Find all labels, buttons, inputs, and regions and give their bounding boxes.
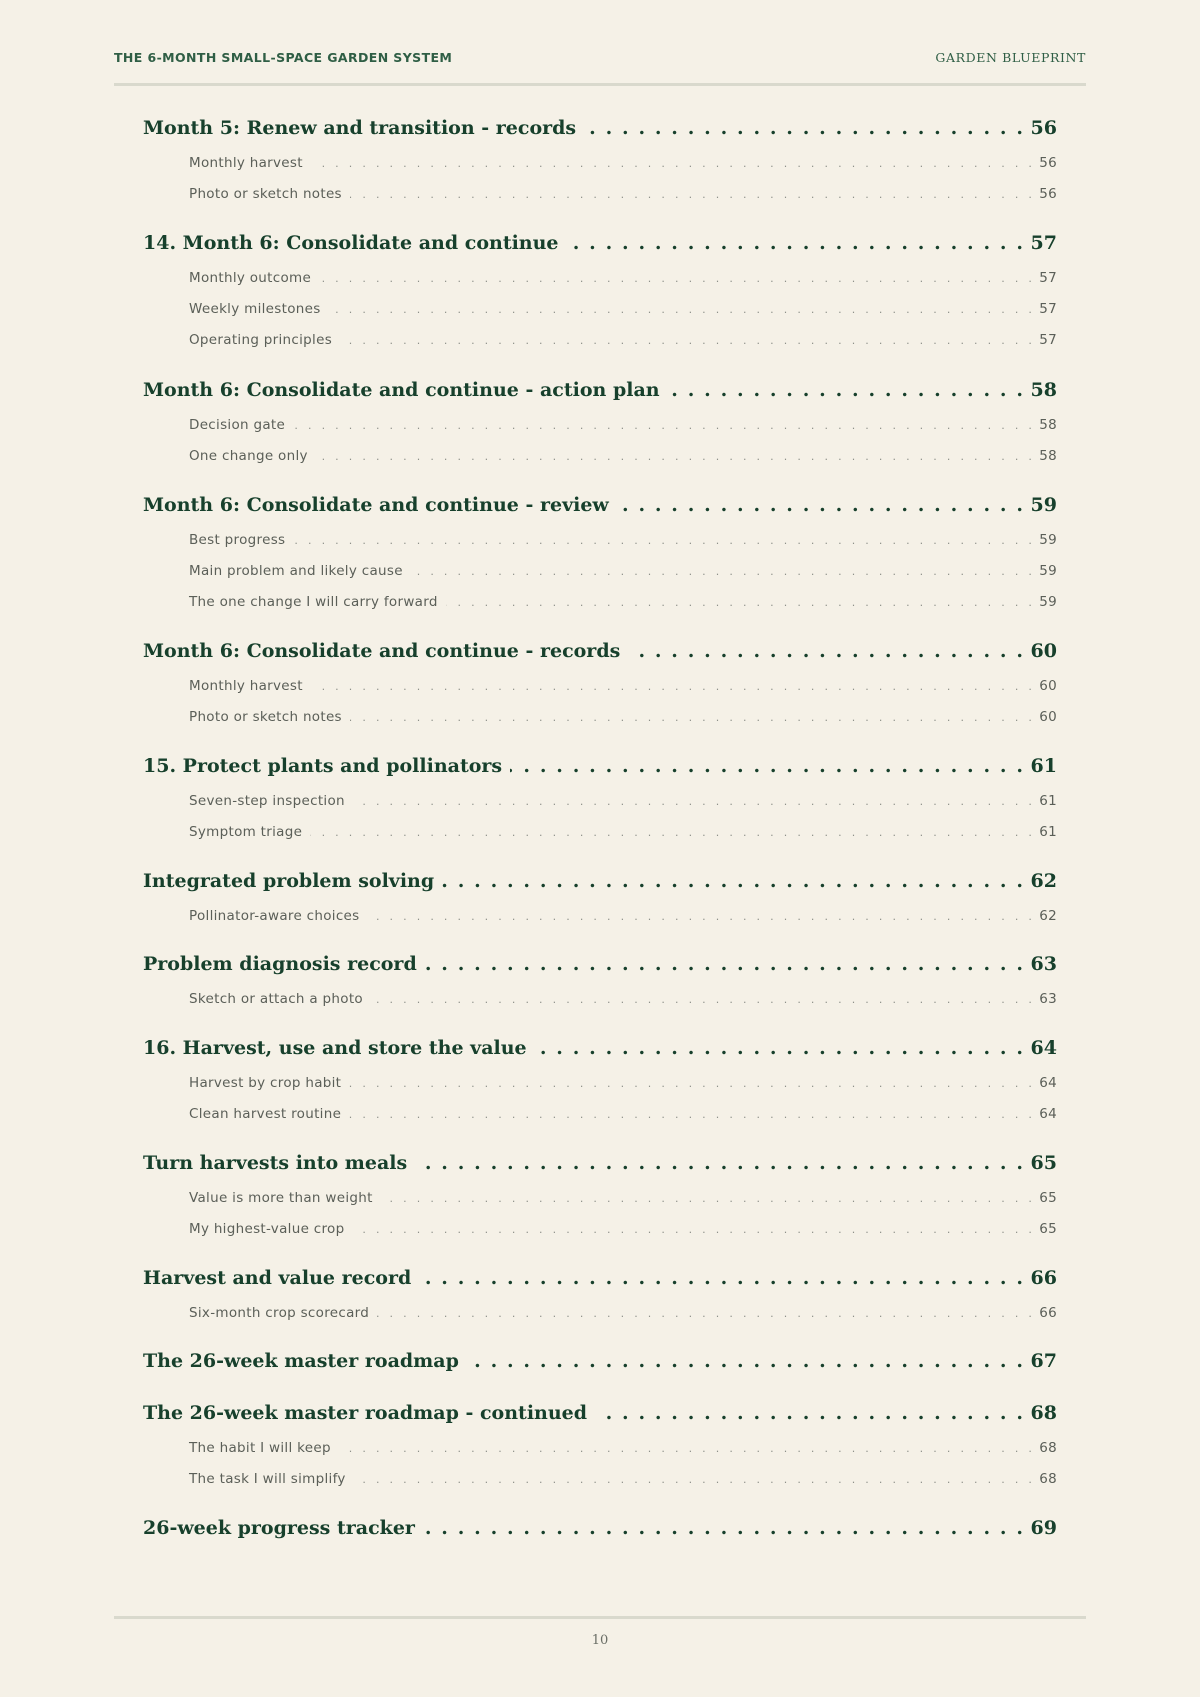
toc-entry-page: 57 bbox=[1039, 332, 1057, 348]
toc-entry-page: 58 bbox=[1039, 417, 1057, 433]
toc-subentry[interactable] bbox=[189, 1189, 1057, 1207]
toc-entry-title: Photo or sketch notes bbox=[189, 709, 342, 725]
page-number: 10 bbox=[591, 1633, 609, 1648]
toc-subentry[interactable] bbox=[189, 1304, 1057, 1322]
toc-subentry[interactable] bbox=[189, 1470, 1057, 1488]
dot-leader bbox=[567, 231, 1025, 255]
toc-entry-title: The task I will simplify bbox=[189, 1471, 346, 1487]
toc-entry-page: 59 bbox=[1039, 594, 1057, 610]
toc-entry-title: 15. Protect plants and pollinators bbox=[143, 755, 503, 777]
toc-entry-title: Decision gate bbox=[189, 417, 286, 433]
toc-subentry[interactable] bbox=[189, 593, 1057, 611]
toc-entry-page: 59 bbox=[1030, 494, 1057, 516]
toc-subentry[interactable] bbox=[189, 1074, 1057, 1092]
dot-leader bbox=[446, 594, 1035, 612]
toc-subentry[interactable] bbox=[189, 185, 1057, 203]
section-label: GARDEN BLUEPRINT bbox=[935, 50, 1086, 65]
toc-entry-page: 57 bbox=[1039, 301, 1057, 317]
dot-leader bbox=[310, 824, 1035, 842]
dot-leader bbox=[584, 116, 1024, 140]
dot-leader bbox=[467, 1349, 1025, 1373]
toc-subentry[interactable] bbox=[189, 562, 1057, 580]
toc-entry-page: 68 bbox=[1039, 1440, 1057, 1456]
dot-leader bbox=[340, 332, 1035, 350]
toc-entry-title: Weekly milestones bbox=[189, 301, 321, 317]
table-of-contents bbox=[143, 0, 1057, 1697]
toc-entry-page: 59 bbox=[1039, 563, 1057, 579]
toc-entry-title: Sketch or attach a photo bbox=[189, 991, 363, 1007]
toc-entry-page: 66 bbox=[1039, 1305, 1057, 1321]
dot-leader bbox=[350, 709, 1035, 727]
toc-heading-entry[interactable] bbox=[143, 1349, 1057, 1373]
toc-entry-page: 63 bbox=[1039, 991, 1057, 1007]
toc-heading-entry[interactable] bbox=[143, 1036, 1057, 1060]
toc-entry-title: Best progress bbox=[189, 532, 286, 548]
dot-leader bbox=[368, 908, 1036, 926]
toc-heading-entry[interactable] bbox=[143, 1151, 1057, 1175]
toc-subentry[interactable] bbox=[189, 531, 1057, 549]
toc-subentry[interactable] bbox=[189, 1439, 1057, 1457]
dot-leader bbox=[628, 639, 1024, 663]
toc-subentry[interactable] bbox=[189, 823, 1057, 841]
toc-entry-title: Month 6: Consolidate and continue - review bbox=[143, 494, 609, 516]
toc-entry-title: The 26-week master roadmap - continued bbox=[143, 1402, 588, 1424]
toc-entry-title: Monthly harvest bbox=[189, 155, 303, 171]
dot-leader bbox=[319, 270, 1035, 288]
toc-entry-title: Symptom triage bbox=[189, 824, 303, 840]
toc-subentry[interactable] bbox=[189, 708, 1057, 726]
dot-leader bbox=[377, 1305, 1035, 1323]
toc-entry-page: 61 bbox=[1039, 824, 1057, 840]
toc-subentry[interactable] bbox=[189, 990, 1057, 1008]
toc-entry-title: Main problem and likely cause bbox=[189, 563, 403, 579]
dot-leader bbox=[419, 1266, 1024, 1290]
toc-entry-page: 62 bbox=[1030, 870, 1057, 892]
toc-subentry[interactable] bbox=[189, 300, 1057, 318]
toc-entry-title: 26-week progress tracker bbox=[143, 1517, 415, 1539]
toc-entry-title: One change only bbox=[189, 448, 308, 464]
dot-leader bbox=[352, 1221, 1035, 1239]
toc-subentry[interactable] bbox=[189, 447, 1057, 465]
dot-leader bbox=[371, 991, 1035, 1009]
toc-entry-title: Harvest and value record bbox=[143, 1267, 412, 1289]
dot-leader bbox=[329, 301, 1036, 319]
toc-entry-page: 65 bbox=[1039, 1190, 1057, 1206]
toc-entry-page: 65 bbox=[1039, 1221, 1057, 1237]
toc-subentry[interactable] bbox=[189, 792, 1057, 810]
toc-entry-page: 59 bbox=[1039, 532, 1057, 548]
toc-heading-entry[interactable] bbox=[143, 754, 1057, 778]
toc-entry-title: Month 5: Renew and transition - records bbox=[143, 117, 577, 139]
toc-subentry[interactable] bbox=[189, 416, 1057, 434]
toc-entry-title: Harvest by crop habit bbox=[189, 1075, 342, 1091]
toc-heading-entry[interactable] bbox=[143, 1401, 1057, 1425]
toc-entry-title: Month 6: Consolidate and continue - records bbox=[143, 640, 621, 662]
footer-rule bbox=[114, 1616, 1086, 1619]
dot-leader bbox=[349, 1075, 1035, 1093]
dot-leader bbox=[316, 448, 1035, 466]
toc-entry-page: 62 bbox=[1039, 908, 1057, 924]
toc-entry-page: 66 bbox=[1030, 1267, 1057, 1289]
dot-leader bbox=[339, 1440, 1035, 1458]
toc-subentry[interactable] bbox=[189, 907, 1057, 925]
toc-entry-page: 60 bbox=[1030, 640, 1057, 662]
toc-subentry[interactable] bbox=[189, 677, 1057, 695]
toc-entry-page: 68 bbox=[1030, 1402, 1057, 1424]
toc-entry-title: Month 6: Consolidate and continue - action plan bbox=[143, 379, 660, 401]
toc-heading-entry[interactable] bbox=[143, 231, 1057, 255]
toc-entry-page: 57 bbox=[1039, 270, 1057, 286]
dot-leader bbox=[668, 378, 1025, 402]
toc-subentry[interactable] bbox=[189, 331, 1057, 349]
toc-entry-page: 64 bbox=[1039, 1106, 1057, 1122]
toc-entry-title: 16. Harvest, use and store the value bbox=[143, 1037, 527, 1059]
toc-entry-page: 56 bbox=[1039, 155, 1057, 171]
toc-entry-title: Six-month crop scorecard bbox=[189, 1305, 370, 1321]
toc-entry-title: The one change I will carry forward bbox=[189, 594, 438, 610]
dot-leader bbox=[311, 155, 1035, 173]
dot-leader bbox=[510, 754, 1024, 778]
toc-entry-page: 67 bbox=[1030, 1350, 1057, 1372]
dot-leader bbox=[425, 952, 1025, 976]
dot-leader bbox=[349, 1106, 1035, 1124]
toc-heading-entry[interactable] bbox=[143, 1266, 1057, 1290]
dot-leader bbox=[423, 1516, 1025, 1540]
toc-entry-title: Monthly harvest bbox=[189, 678, 303, 694]
toc-heading-entry[interactable] bbox=[143, 116, 1057, 140]
toc-entry-page: 63 bbox=[1030, 953, 1057, 975]
toc-entry-title: Photo or sketch notes bbox=[189, 186, 342, 202]
dot-leader bbox=[354, 1471, 1036, 1489]
toc-entry-title: Turn harvests into meals bbox=[143, 1152, 408, 1174]
dot-leader bbox=[353, 793, 1035, 811]
toc-subentry[interactable] bbox=[189, 154, 1057, 172]
toc-entry-title: Seven-step inspection bbox=[189, 793, 345, 809]
toc-subentry[interactable] bbox=[189, 1220, 1057, 1238]
dot-leader bbox=[442, 869, 1024, 893]
dot-leader bbox=[381, 1190, 1036, 1208]
toc-entry-title: Integrated problem solving bbox=[143, 870, 435, 892]
dot-leader bbox=[293, 417, 1035, 435]
toc-entry-title: My highest-value crop bbox=[189, 1221, 345, 1237]
toc-heading-entry[interactable] bbox=[143, 952, 1057, 976]
toc-entry-title: The 26-week master roadmap bbox=[143, 1350, 459, 1372]
toc-entry-title: Pollinator-aware choices bbox=[189, 908, 360, 924]
toc-entry-page: 69 bbox=[1030, 1517, 1057, 1539]
dot-leader bbox=[595, 1401, 1025, 1425]
toc-subentry[interactable] bbox=[189, 1105, 1057, 1123]
toc-entry-page: 68 bbox=[1039, 1471, 1057, 1487]
toc-entry-page: 60 bbox=[1039, 678, 1057, 694]
toc-entry-title: Value is more than weight bbox=[189, 1190, 373, 1206]
toc-entry-title: Clean harvest routine bbox=[189, 1106, 342, 1122]
toc-entry-page: 58 bbox=[1030, 379, 1057, 401]
toc-entry-page: 61 bbox=[1039, 793, 1057, 809]
toc-entry-title: 14. Month 6: Consolidate and continue bbox=[143, 232, 559, 254]
toc-entry-page: 60 bbox=[1039, 709, 1057, 725]
dot-leader bbox=[411, 563, 1035, 581]
toc-entry-page: 64 bbox=[1030, 1037, 1057, 1059]
toc-entry-title: Monthly outcome bbox=[189, 270, 312, 286]
toc-heading-entry[interactable] bbox=[143, 1516, 1057, 1540]
dot-leader bbox=[535, 1036, 1025, 1060]
toc-heading-entry[interactable] bbox=[143, 869, 1057, 893]
toc-entry-page: 57 bbox=[1030, 232, 1057, 254]
dot-leader bbox=[350, 186, 1035, 204]
dot-leader bbox=[293, 532, 1035, 550]
toc-heading-entry[interactable] bbox=[143, 378, 1057, 402]
toc-subentry[interactable] bbox=[189, 269, 1057, 287]
toc-entry-page: 56 bbox=[1030, 117, 1057, 139]
toc-entry-page: 65 bbox=[1030, 1152, 1057, 1174]
book-title: THE 6-MONTH SMALL-SPACE GARDEN SYSTEM bbox=[114, 50, 453, 65]
dot-leader bbox=[617, 493, 1025, 517]
toc-heading-entry[interactable] bbox=[143, 639, 1057, 663]
toc-entry-title: The habit I will keep bbox=[189, 1440, 331, 1456]
toc-entry-page: 64 bbox=[1039, 1075, 1057, 1091]
toc-entry-page: 58 bbox=[1039, 448, 1057, 464]
dot-leader bbox=[311, 678, 1035, 696]
toc-entry-page: 56 bbox=[1039, 186, 1057, 202]
toc-entry-title: Operating principles bbox=[189, 332, 333, 348]
toc-heading-entry[interactable] bbox=[143, 493, 1057, 517]
dot-leader bbox=[415, 1151, 1024, 1175]
toc-entry-title: Problem diagnosis record bbox=[143, 953, 417, 975]
toc-entry-page: 61 bbox=[1030, 755, 1057, 777]
